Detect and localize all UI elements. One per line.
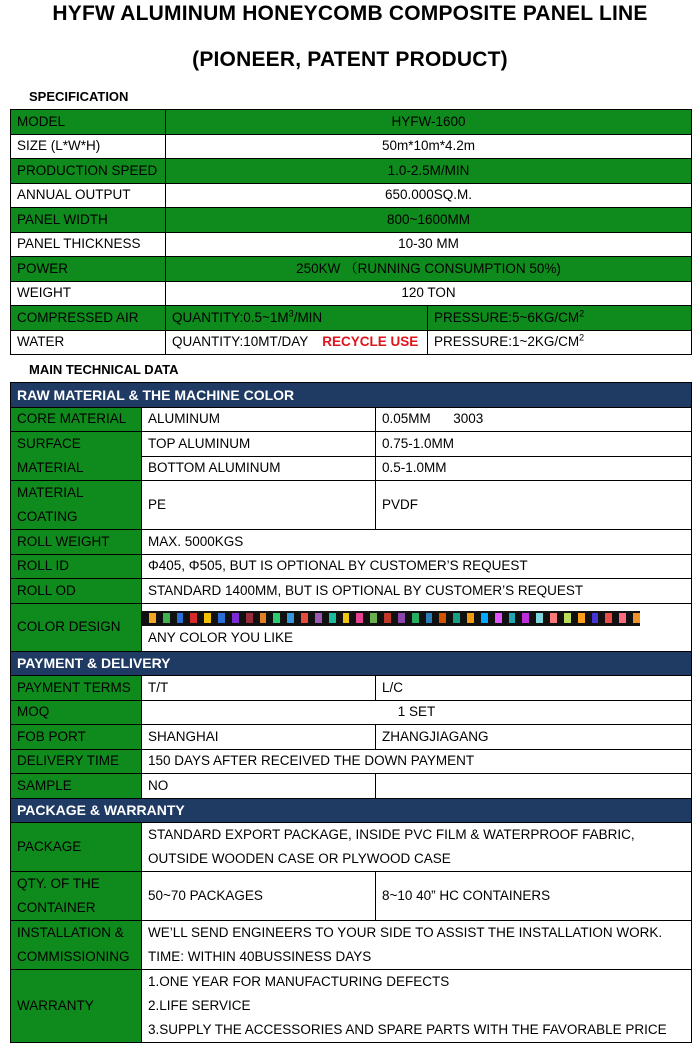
- row-spec: 0.5-1.0MM: [376, 456, 692, 481]
- color-swatch: [467, 613, 474, 623]
- row-delivery-time: [11, 749, 692, 774]
- value-line: 1.ONE YEAR FOR MANUFACTURING DEFECTS: [148, 974, 450, 989]
- value-line: 2.LIFE SERVICE: [148, 998, 251, 1013]
- spec-row-power: [11, 257, 692, 282]
- color-swatch: [370, 613, 377, 623]
- label-line: MATERIAL: [17, 460, 84, 475]
- spec-row-air: [11, 306, 692, 331]
- section-header-raw-material: [11, 383, 692, 408]
- color-swatch: [273, 613, 280, 623]
- color-swatch: [633, 613, 640, 623]
- label-line: SURFACE: [17, 436, 81, 451]
- color-swatch: [384, 613, 391, 623]
- color-swatch: [495, 613, 502, 623]
- technical-data-heading: MAIN TECHNICAL DATA: [29, 362, 179, 377]
- spec-label: WATER: [11, 330, 166, 355]
- color-swatch: [536, 613, 543, 623]
- row-label: COLOR DESIGN: [11, 603, 142, 651]
- spec-row-width: [11, 208, 692, 233]
- row-value: MAX. 5000KGS: [142, 530, 692, 555]
- color-swatch: [509, 613, 516, 623]
- water-pressure: PRESSURE:1~2KG/CM: [434, 334, 580, 350]
- row-label: [11, 921, 142, 970]
- spec-value: 120 TON: [166, 281, 692, 306]
- color-swatch: [619, 613, 626, 623]
- row-label: CORE MATERIAL: [11, 407, 142, 432]
- color-swatch: [522, 613, 529, 623]
- color-note: ANY COLOR YOU LIKE: [148, 629, 294, 645]
- spec-value: 250KW （RUNNING CONSUMPTION 50%): [166, 257, 692, 282]
- row-moq: [11, 700, 692, 725]
- label-line: CONTAINER: [17, 900, 96, 915]
- color-swatch: [550, 613, 557, 623]
- row-spec: 0.05MM 3003: [376, 407, 692, 432]
- row-payment-terms: [11, 676, 692, 701]
- row-material-coating: [11, 481, 692, 530]
- spec-value: [166, 330, 428, 355]
- row-value: Φ405, Φ505, BUT IS OPTIONAL BY CUSTOMER’S REQUEST: [142, 554, 692, 579]
- spec-row-weight: [11, 281, 692, 306]
- spec-label: POWER: [11, 257, 166, 282]
- label-line: COMMISSIONING: [17, 949, 130, 964]
- color-swatch: [453, 613, 460, 623]
- row-spec: [376, 774, 692, 799]
- spec-row-output: [11, 183, 692, 208]
- row-label: [11, 432, 142, 481]
- color-swatch: [564, 613, 571, 623]
- color-swatch: [481, 613, 488, 623]
- color-swatch: [232, 613, 239, 623]
- row-spec: ZHANGJIAGANG: [376, 725, 692, 750]
- page-subtitle: (PIONEER, PATENT PRODUCT): [192, 48, 508, 71]
- value-line: STANDARD EXPORT PACKAGE, INSIDE PVC FILM & WATERPROOF FABRIC,: [148, 827, 635, 842]
- color-swatch: [315, 613, 322, 623]
- row-spec: 8~10 40” HC CONTAINERS: [376, 872, 692, 921]
- row-label: PAYMENT TERMS: [11, 676, 142, 701]
- color-swatch: [439, 613, 446, 623]
- row-color-design: [11, 603, 692, 651]
- label-line: COATING: [17, 509, 78, 524]
- label-line: INSTALLATION &: [17, 925, 124, 940]
- row-label: ROLL WEIGHT: [11, 530, 142, 555]
- row-value: STANDARD 1400MM, BUT IS OPTIONAL BY CUSTOMER’S REQUEST: [142, 579, 692, 604]
- row-installation: [11, 921, 692, 970]
- row-roll-od: [11, 579, 692, 604]
- color-swatch: [260, 613, 267, 623]
- row-value: SHANGHAI: [142, 725, 376, 750]
- color-swatch: [426, 613, 433, 623]
- superscript: 3: [288, 308, 294, 319]
- spec-label: ANNUAL OUTPUT: [11, 183, 166, 208]
- row-value: TOP ALUMINUM: [142, 432, 376, 457]
- color-swatch: [246, 613, 253, 623]
- spec-value: [428, 330, 692, 355]
- row-sample: [11, 774, 692, 799]
- row-core-material: [11, 407, 692, 432]
- row-value: BOTTOM ALUMINUM: [142, 456, 376, 481]
- section-header-payment: [11, 651, 692, 676]
- spec-value: 50m*10m*4.2m: [166, 134, 692, 159]
- air-pressure: PRESSURE:5~6KG/CM: [434, 309, 580, 325]
- color-swatch: [218, 613, 225, 623]
- row-warranty: [11, 970, 692, 1043]
- spec-row-size: [11, 134, 692, 159]
- row-package: [11, 823, 692, 872]
- air-quantity: QUANTITY:0.5~1M: [172, 309, 289, 325]
- spec-row-model: [11, 110, 692, 135]
- air-quantity-unit: /MIN: [293, 309, 323, 325]
- color-swatch: [398, 613, 405, 623]
- spec-label: COMPRESSED AIR: [11, 306, 166, 331]
- spec-row-thickness: [11, 232, 692, 257]
- row-value: [142, 921, 692, 970]
- color-swatch: [605, 613, 612, 623]
- color-swatch: [301, 613, 308, 623]
- row-label: ROLL ID: [11, 554, 142, 579]
- value-line: OUTSIDE WOODEN CASE OR PLYWOOD CASE: [148, 851, 451, 866]
- row-value: [142, 970, 692, 1043]
- specification-table: [10, 109, 692, 355]
- spec-value: 650.000SQ.M.: [166, 183, 692, 208]
- label-line: MATERIAL: [17, 485, 84, 500]
- color-swatch: [163, 613, 170, 623]
- row-value: [142, 603, 692, 651]
- row-label: [11, 481, 142, 530]
- superscript: 2: [579, 308, 585, 319]
- row-value: T/T: [142, 676, 376, 701]
- row-value: ALUMINUM: [142, 407, 376, 432]
- spec-value: 10-30 MM: [166, 232, 692, 257]
- value-line: 3.SUPPLY THE ACCESSORIES AND SPARE PARTS WITH THE FAVORABLE PRICE: [148, 1022, 667, 1037]
- row-spec: PVDF: [376, 481, 692, 530]
- spec-label: MODEL: [11, 110, 166, 135]
- spec-label: WEIGHT: [11, 281, 166, 306]
- row-label: MOQ: [11, 700, 142, 725]
- color-swatch: [149, 613, 156, 623]
- spec-label: PANEL WIDTH: [11, 208, 166, 233]
- row-surface-top: [11, 432, 692, 457]
- row-spec: 0.75-1.0MM: [376, 432, 692, 457]
- row-label: SAMPLE: [11, 774, 142, 799]
- spec-value: [428, 306, 692, 331]
- color-swatch: [204, 613, 211, 623]
- specification-heading: SPECIFICATION: [29, 89, 129, 104]
- spec-label: SIZE (L*W*H): [11, 134, 166, 159]
- row-value: PE: [142, 481, 376, 530]
- spec-value: HYFW-1600: [166, 110, 692, 135]
- recycle-use-note: RECYCLE USE: [322, 334, 419, 350]
- color-swatch: [343, 613, 350, 623]
- row-label: DELIVERY TIME: [11, 749, 142, 774]
- superscript: 2: [579, 332, 585, 343]
- spec-label: PANEL THICKNESS: [11, 232, 166, 257]
- section-header-label: PAYMENT & DELIVERY: [11, 651, 692, 676]
- color-swatch-strip: [142, 611, 640, 626]
- color-swatch: [592, 613, 599, 623]
- row-label: PACKAGE: [11, 823, 142, 872]
- section-header-package: [11, 798, 692, 823]
- row-value: 50~70 PACKAGES: [142, 872, 376, 921]
- color-swatch: [412, 613, 419, 623]
- row-fob-port: [11, 725, 692, 750]
- spec-value: 1.0-2.5M/MIN: [166, 159, 692, 184]
- page-title: HYFW ALUMINUM HONEYCOMB COMPOSITE PANEL LINE: [52, 2, 648, 25]
- row-label: WARRANTY: [11, 970, 142, 1043]
- section-header-label: RAW MATERIAL & THE MACHINE COLOR: [11, 383, 692, 408]
- row-label: FOB PORT: [11, 725, 142, 750]
- row-value: [142, 823, 692, 872]
- technical-data-table: [10, 382, 692, 1043]
- color-swatch: [177, 613, 184, 623]
- row-spec: L/C: [376, 676, 692, 701]
- row-roll-weight: [11, 530, 692, 555]
- row-label: [11, 872, 142, 921]
- color-swatch: [190, 613, 197, 623]
- color-swatch: [578, 613, 585, 623]
- color-swatch: [287, 613, 294, 623]
- row-roll-id: [11, 554, 692, 579]
- spec-value: 800~1600MM: [166, 208, 692, 233]
- spec-row-speed: [11, 159, 692, 184]
- row-value: NO: [142, 774, 376, 799]
- value-line: WE’LL SEND ENGINEERS TO YOUR SIDE TO ASSIST THE INSTALLATION WORK.: [148, 925, 663, 940]
- spec-row-water: [11, 330, 692, 355]
- color-swatch: [329, 613, 336, 623]
- row-value: 150 DAYS AFTER RECEIVED THE DOWN PAYMENT: [142, 749, 692, 774]
- water-quantity: QUANTITY:10MT/DAY: [172, 334, 309, 350]
- spec-label: PRODUCTION SPEED: [11, 159, 166, 184]
- spec-value: [166, 306, 428, 331]
- row-container-qty: [11, 872, 692, 921]
- label-line: QTY. OF THE: [17, 876, 100, 891]
- row-value: 1 SET: [142, 700, 692, 725]
- value-line: TIME: WITHIN 40BUSSINESS DAYS: [148, 949, 372, 964]
- color-swatch: [356, 613, 363, 623]
- row-label: ROLL OD: [11, 579, 142, 604]
- section-header-label: PACKAGE & WARRANTY: [11, 798, 692, 823]
